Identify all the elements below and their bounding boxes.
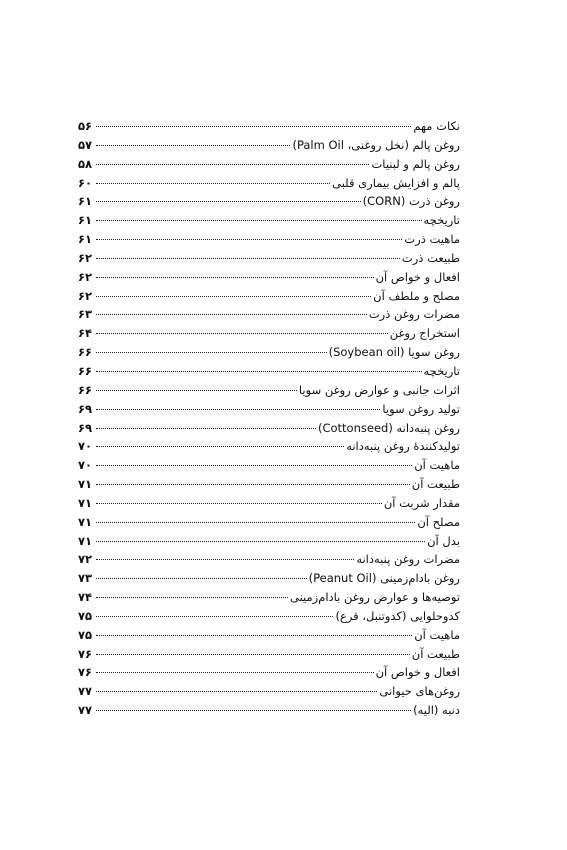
dot-leader (96, 503, 382, 504)
toc-entry (78, 569, 460, 588)
toc-entry-title: طبیعت ذرت (401, 250, 460, 265)
toc-entry (78, 419, 460, 438)
toc-entry-title: تولیدکنندهٔ روغن پنبه‌دانه (346, 439, 460, 454)
toc-entry-page-number: ۶۲ (78, 288, 93, 303)
toc-entry-title: تاریخچه (423, 363, 460, 378)
toc-entry-page-number: ۷۳ (78, 571, 93, 586)
toc-entry-title: روغن‌های حیوانی (379, 684, 460, 699)
dot-leader (96, 541, 425, 542)
toc-entry (78, 362, 460, 381)
dot-leader (96, 126, 411, 127)
toc-entry-page-number: ۵۶ (78, 119, 93, 133)
toc-entry (78, 626, 460, 645)
dot-leader (96, 352, 327, 353)
dot-leader (96, 314, 367, 315)
toc-entry-title: طبیعت آن (411, 477, 460, 492)
toc-entry-title: افعال و خواص آن (375, 665, 460, 680)
toc-entry (78, 343, 460, 362)
toc-entry-title: مضرات روغن ذرت (368, 307, 460, 322)
toc-entry-page-number: ۵۷ (78, 137, 93, 152)
toc-entry (78, 532, 460, 551)
toc-entry-page-number: ۷۷ (78, 703, 93, 718)
toc-entry-title: روغن بادام‌زمینی (Peanut Oil) (308, 571, 460, 586)
toc-entry-page-number: ۷۲ (78, 552, 93, 567)
dot-leader (96, 390, 297, 391)
toc-entry-title: روغن پالم و لبنیات (371, 156, 460, 171)
toc-entry-title: تولید روغن سویا (382, 401, 460, 416)
toc-entry-title: بدل آن (427, 533, 460, 548)
dot-leader (96, 522, 415, 523)
toc-entry-page-number: ۶۲ (78, 250, 93, 265)
toc-entry-page-number: ۷۶ (78, 665, 93, 680)
toc-entry-title: اثرات جانبی و عوارض روغن سویا (298, 382, 460, 397)
toc-entry-title: مضرات روغن پنبه‌دانه (356, 552, 460, 567)
toc-entry (78, 513, 460, 532)
dot-leader (96, 277, 374, 278)
toc-entry-page-number: ۷۱ (78, 514, 93, 529)
toc-entry (78, 400, 460, 419)
toc-entry-title: توصیه‌ها و عوارض روغن بادام‌زمینی (290, 590, 460, 605)
table-of-contents (78, 117, 460, 720)
dot-leader (96, 258, 400, 259)
toc-entry-title: مصلح و ملطف آن (373, 288, 460, 303)
toc-entry-title: دنبه (الیه) (413, 703, 460, 718)
toc-entry-title: تاریخچه (423, 213, 460, 228)
toc-entry-title: روغن ذرت (CORN) (362, 194, 460, 209)
toc-entry-page-number: ۶۱ (78, 232, 93, 247)
dot-leader (96, 465, 412, 466)
dot-leader (96, 635, 412, 636)
toc-entry-page-number: ۶۴ (78, 326, 93, 341)
dot-leader (96, 484, 410, 485)
toc-entry (78, 494, 460, 513)
dot-leader (96, 183, 330, 184)
dot-leader (96, 691, 377, 692)
toc-entry (78, 682, 460, 701)
toc-entry-page-number: ۷۰ (78, 439, 93, 454)
dot-leader (96, 145, 290, 146)
toc-entry (78, 287, 460, 306)
toc-entry-page-number: ۶۱ (78, 194, 93, 209)
toc-entry-title: روغن سویا (Soybean oil) (328, 345, 460, 360)
dot-leader (96, 559, 354, 560)
toc-entry-page-number: ۷۱ (78, 495, 93, 510)
dot-leader (96, 409, 380, 410)
toc-entry-title: روغن پنبه‌دانه (Cottonseed) (317, 420, 460, 435)
toc-entry-page-number: ۷۰ (78, 458, 93, 473)
toc-entry-page-number: ۵۸ (78, 156, 93, 171)
dot-leader (96, 333, 388, 334)
toc-entry (78, 475, 460, 494)
toc-entry-page-number: ۷۱ (78, 477, 93, 492)
toc-entry-page-number: ۶۰ (78, 175, 93, 190)
toc-entry-title: روغن پالم (نخل روغنی، Palm Oil) (292, 137, 460, 152)
toc-entry (78, 268, 460, 287)
toc-entry-page-number: ۶۹ (78, 420, 93, 435)
toc-entry-title: نکات مهم (413, 119, 460, 133)
toc-entry (78, 192, 460, 211)
toc-entry-page-number: ۷۱ (78, 533, 93, 548)
toc-entry (78, 588, 460, 607)
toc-entry-page-number: ۶۳ (78, 307, 93, 322)
toc-entry-title: استخراج روغن (389, 326, 460, 341)
toc-entry-page-number: ۶۱ (78, 213, 93, 228)
toc-entry-title: ماهیت آن (414, 627, 460, 642)
dot-leader (96, 239, 402, 240)
toc-entry-title: پالم و افزایش بیماری قلبی (332, 175, 460, 190)
toc-entry (78, 701, 460, 720)
toc-entry (78, 645, 460, 664)
toc-entry-title: طبیعت آن (411, 646, 460, 661)
toc-entry (78, 230, 460, 249)
dot-leader (96, 201, 361, 202)
toc-entry (78, 136, 460, 155)
toc-entry (78, 607, 460, 626)
dot-leader (96, 616, 333, 617)
toc-entry (78, 155, 460, 174)
toc-entry-page-number: ۶۶ (78, 382, 93, 397)
dot-leader (96, 597, 288, 598)
toc-entry (78, 324, 460, 343)
toc-entry-page-number: ۷۵ (78, 627, 93, 642)
toc-entry-page-number: ۷۵ (78, 608, 93, 623)
toc-entry-title: ماهیت ذرت (404, 232, 460, 247)
dot-leader (96, 428, 316, 429)
toc-entry-page-number: ۷۶ (78, 646, 93, 661)
dot-leader (96, 446, 344, 447)
dot-leader (96, 710, 411, 711)
toc-entry-page-number: ۶۲ (78, 269, 93, 284)
toc-entry (78, 381, 460, 400)
toc-entry-title: کدوحلوایی (کدوتنبل، قرع) (335, 608, 460, 623)
toc-entry (78, 437, 460, 456)
toc-entry (78, 550, 460, 569)
toc-entry-title: مقدار شربت آن (383, 495, 460, 510)
toc-entry (78, 305, 460, 324)
toc-entry (78, 117, 460, 136)
toc-entry-page-number: ۷۷ (78, 684, 93, 699)
toc-entry (78, 249, 460, 268)
dot-leader (96, 578, 307, 579)
toc-entry-page-number: ۷۴ (78, 590, 93, 605)
toc-entry (78, 663, 460, 682)
toc-entry (78, 211, 460, 230)
toc-entry (78, 456, 460, 475)
toc-entry-page-number: ۶۹ (78, 401, 93, 416)
toc-entry-title: ماهیت آن (414, 458, 460, 473)
toc-entry (78, 174, 460, 193)
dot-leader (96, 371, 422, 372)
toc-entry-title: مصلح آن (417, 514, 460, 529)
dot-leader (96, 672, 374, 673)
dot-leader (96, 296, 371, 297)
toc-entry-page-number: ۶۶ (78, 345, 93, 360)
dot-leader (96, 164, 369, 165)
toc-entry-title: افعال و خواص آن (375, 269, 460, 284)
dot-leader (96, 220, 422, 221)
dot-leader (96, 654, 410, 655)
toc-entry-page-number: ۶۶ (78, 363, 93, 378)
